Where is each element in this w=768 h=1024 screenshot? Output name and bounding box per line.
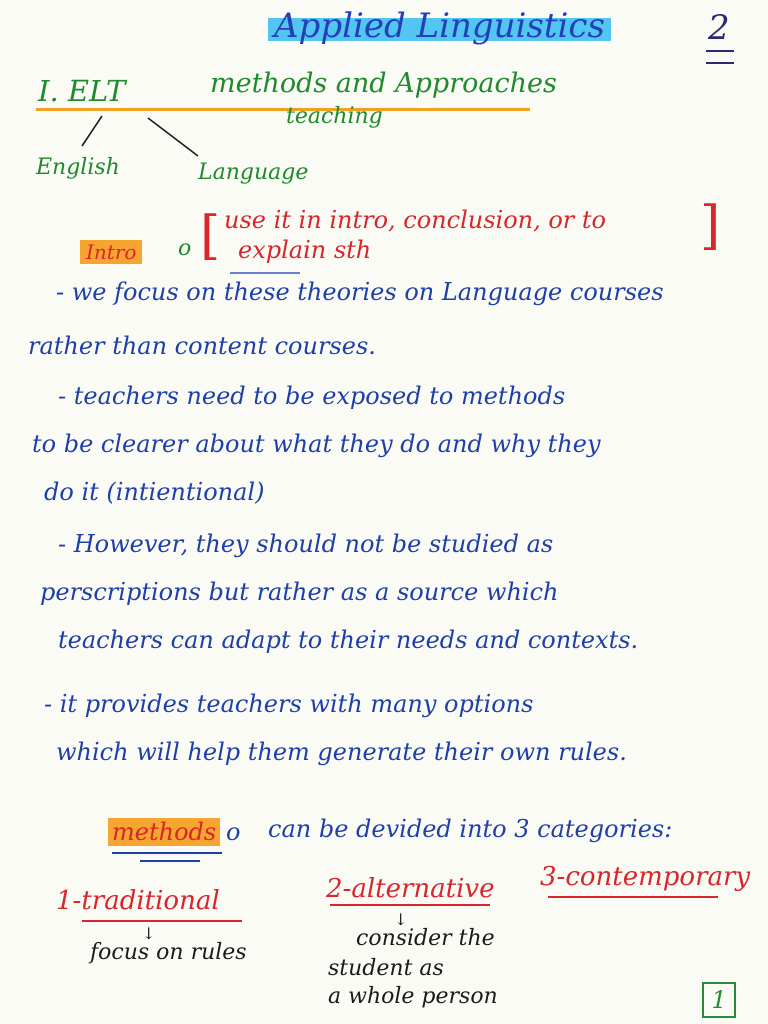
inserted-word: teaching xyxy=(286,104,383,129)
intro-label: Intro xyxy=(80,240,142,264)
corner-number-underline xyxy=(706,50,734,64)
bracket-open-icon: [ xyxy=(200,206,221,266)
body-line: - it provides teachers with many options xyxy=(44,690,534,718)
body-line: - However, they should not be studied as xyxy=(58,530,554,558)
body-line: - teachers need to be exposed to methods xyxy=(58,382,566,410)
category-traditional: 1-traditional xyxy=(56,886,220,916)
category-note: consider the xyxy=(356,926,495,951)
bracket-note-line-1: use it in intro, conclusion, or to xyxy=(224,206,606,234)
bracket-note-line-2: explain sth xyxy=(238,236,372,264)
branch-english: English xyxy=(36,155,120,180)
body-line: rather than content courses. xyxy=(28,332,376,360)
down-arrow-icon: ↓ xyxy=(394,910,408,929)
section-underline xyxy=(36,108,530,111)
intro-colon: o xyxy=(178,236,192,261)
bracket-close-icon: ] xyxy=(700,196,721,256)
branch-language: Language xyxy=(198,160,309,185)
body-line: - we focus on these theories on Language courses xyxy=(56,278,664,306)
category-underline xyxy=(82,920,242,922)
category-note: a whole person xyxy=(328,984,498,1009)
category-note: focus on rules xyxy=(90,940,247,965)
body-line: which will help them generate their own rules. xyxy=(56,738,627,766)
body-line: to be clearer about what they do and why they xyxy=(32,430,601,458)
body-line: do it (intientional) xyxy=(44,478,265,506)
methods-label: methods xyxy=(108,818,220,846)
methods-description: can be devided into 3 categories: xyxy=(268,815,673,843)
body-line: teachers can adapt to their needs and contexts. xyxy=(58,626,639,654)
category-alternative: 2-alternative xyxy=(326,874,495,904)
category-contemporary: 3-contemporary xyxy=(540,862,751,892)
section-heading: methods and Approaches xyxy=(210,68,557,99)
section-numeral: I. ELT xyxy=(38,74,126,108)
intro-underline xyxy=(230,272,300,274)
page-number: 1 xyxy=(702,982,736,1018)
methods-colon: o xyxy=(226,818,241,846)
category-underline xyxy=(330,904,490,906)
category-underline xyxy=(548,896,718,898)
category-note: student as xyxy=(328,956,444,981)
methods-underline xyxy=(112,852,222,854)
body-line: perscriptions but rather as a source which xyxy=(40,578,559,606)
corner-number: 2 xyxy=(708,8,730,48)
page-title: Applied Linguistics xyxy=(268,6,611,46)
methods-underline xyxy=(140,860,200,862)
down-arrow-icon: ↓ xyxy=(142,924,156,943)
